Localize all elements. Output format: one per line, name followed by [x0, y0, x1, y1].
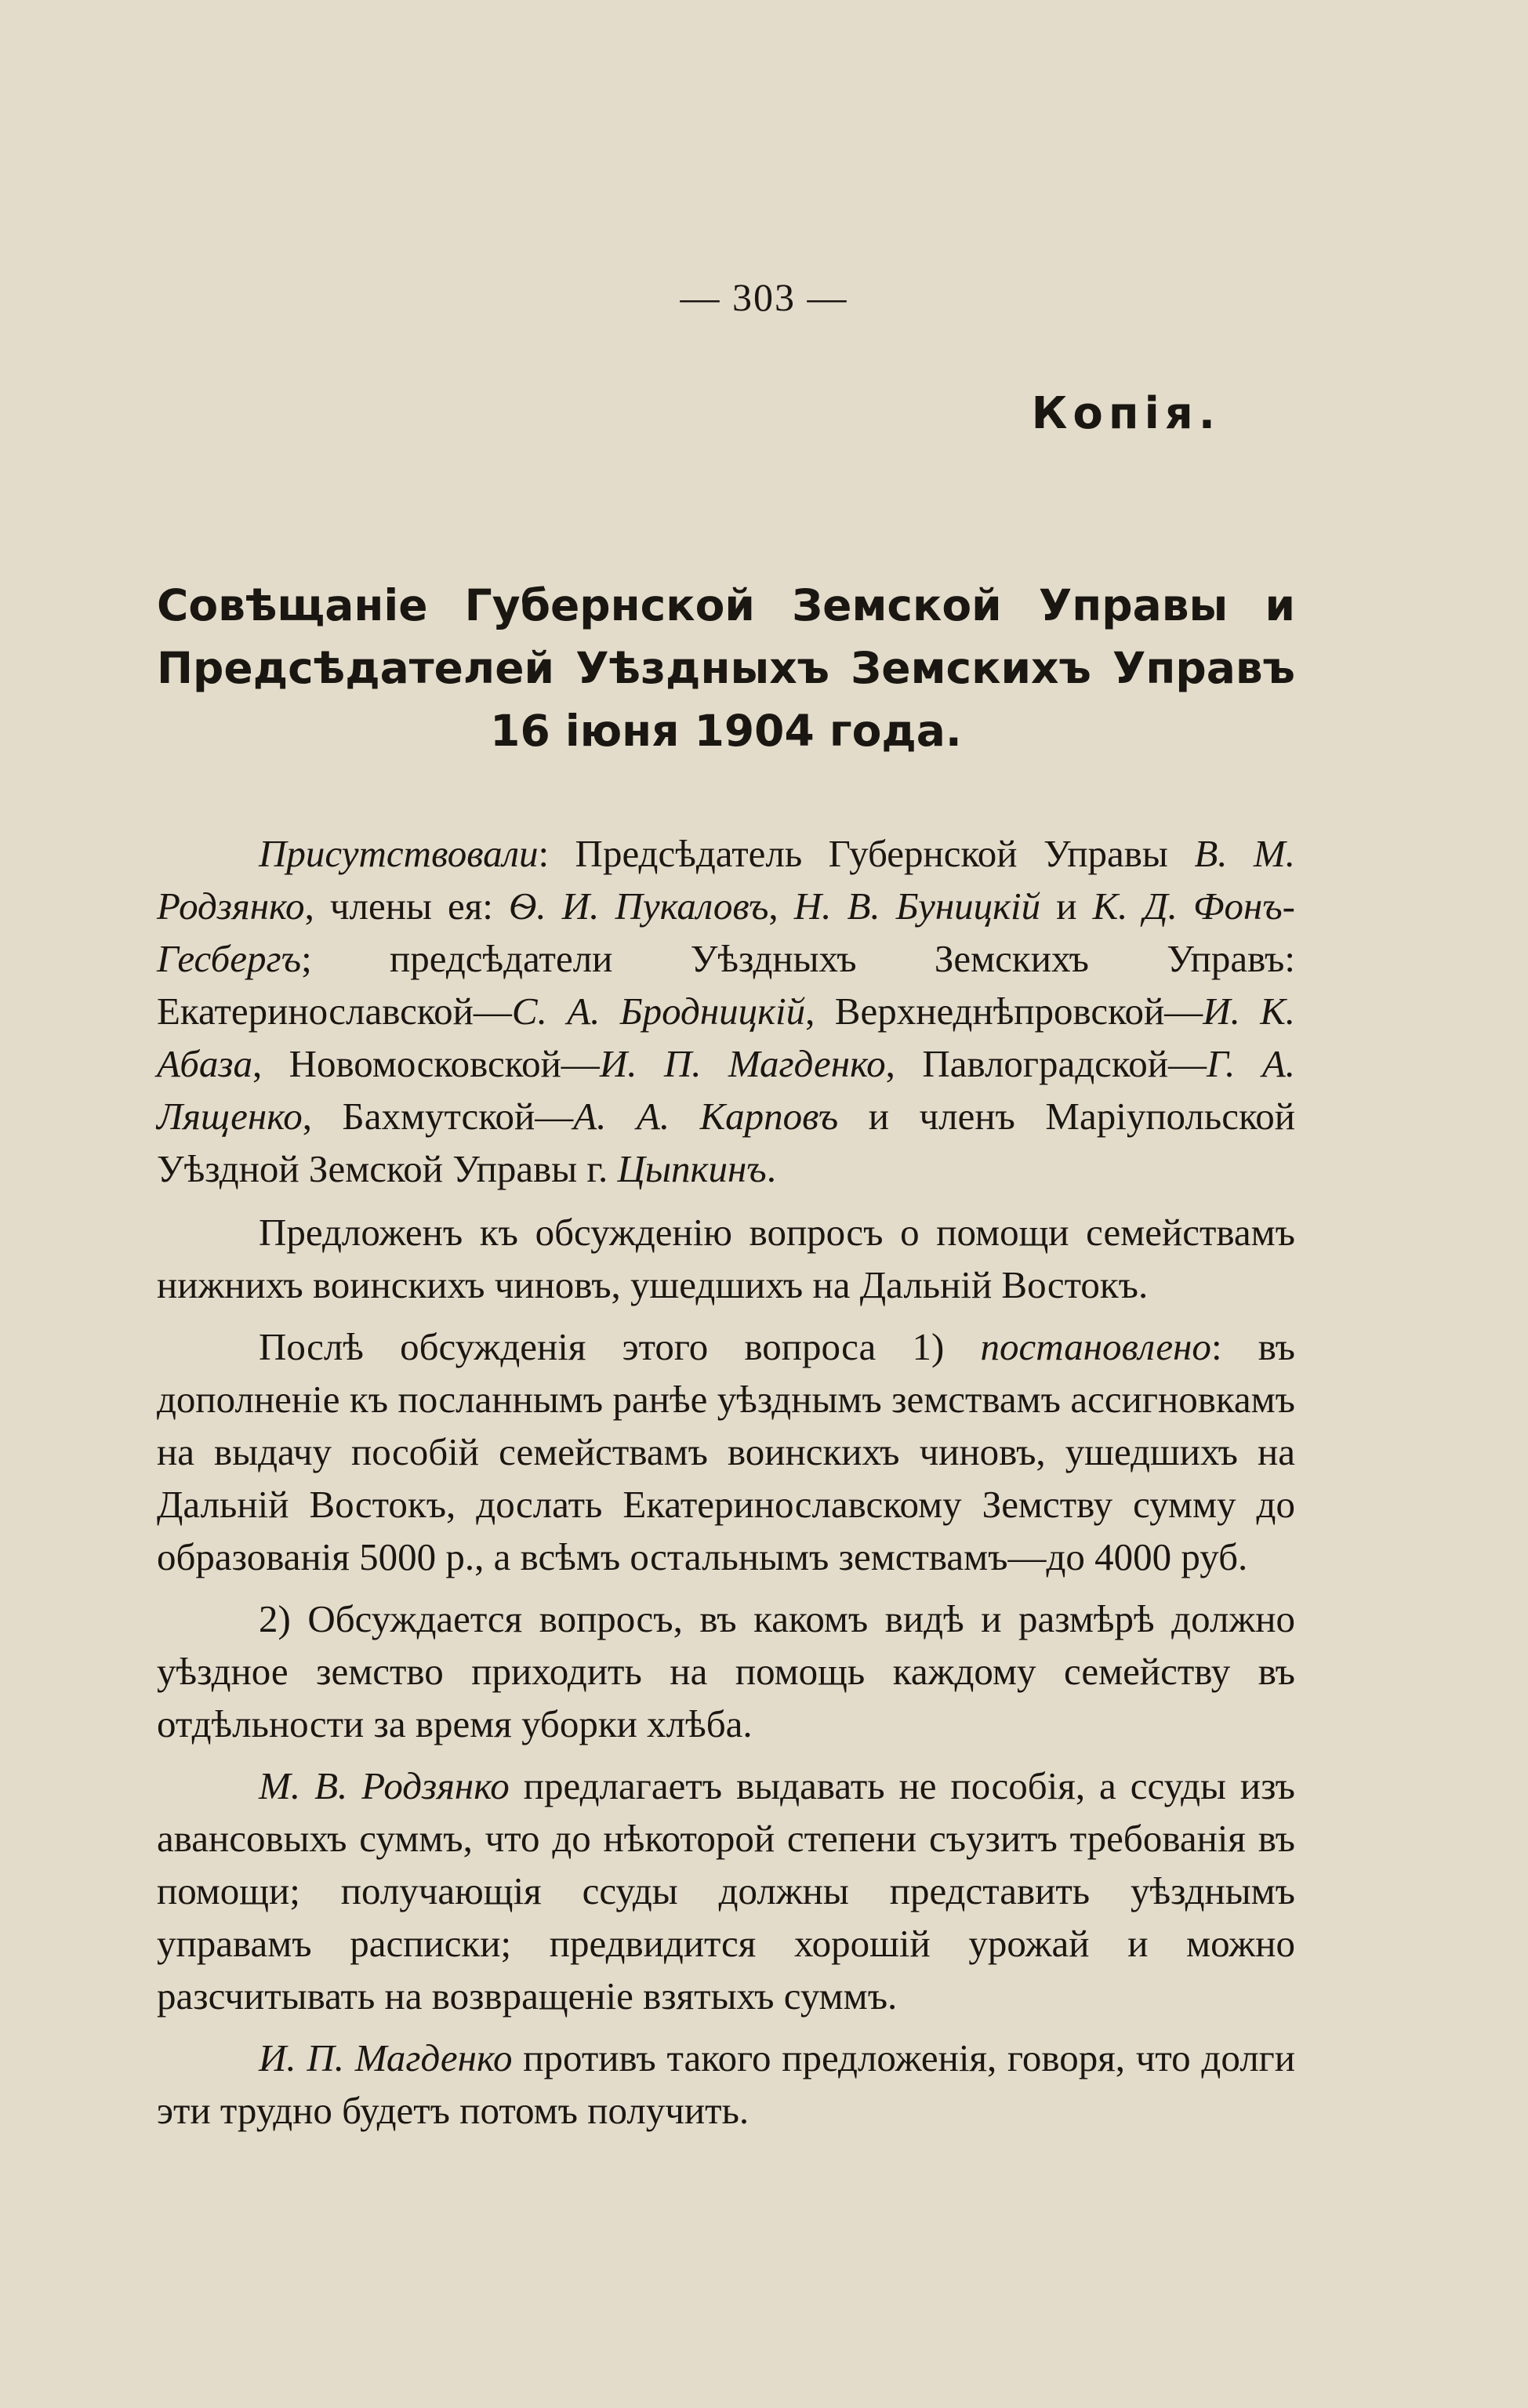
- paragraph-magdenko-objection: [157, 2032, 1295, 2137]
- person-name: И. П. Магденко: [599, 1042, 886, 1085]
- person-name: В. М. Родзянко: [157, 832, 1296, 928]
- text-run: , Верхнеднѣпровской—: [805, 990, 1203, 1033]
- copy-label: Копія.: [1031, 388, 1221, 439]
- text-run: : Предсѣдатель Губернской Управы: [538, 832, 1195, 875]
- page-number: — 303 —: [680, 275, 848, 319]
- person-name: Г. А. Лященко: [157, 1042, 1296, 1138]
- paragraph-attendees: [157, 827, 1295, 1195]
- text-run: , Новомосковской—: [252, 1042, 600, 1085]
- document-title: Совѣщаніе Губернской Земской Управы и Предсѣдателей Уѣздныхъ Земскихъ Управъ 16 іюня 1904 года.: [157, 580, 1295, 756]
- text-run: Послѣ обсужденія этого вопроса 1): [259, 1325, 981, 1368]
- text-run: противъ такого предложенія, говоря, что долги эти трудно будетъ потомъ получить.: [157, 2036, 1295, 2132]
- document-body: [157, 827, 1295, 2146]
- text-run: ,: [768, 884, 794, 928]
- text-run: , Павлоградской—: [885, 1042, 1207, 1085]
- resolved-term: постановлено: [980, 1325, 1211, 1368]
- paragraph-rodzyanko-proposal: [157, 1760, 1295, 2022]
- paragraph-resolution-1: [157, 1320, 1295, 1583]
- person-name: Н. В. Буницкій: [793, 884, 1041, 928]
- attendees-lead: Присутствовали: [259, 832, 539, 875]
- text-run: предлагаетъ выдавать не пособія, а ссуды изъ авансовыхъ суммъ, что до нѣкоторой степени съузитъ требованія въ помощи; получающія ссуды должны представить уѣзднымъ управамъ расписки; предвидится хорошій урожай и можно разсчитывать на возвращеніе взятыхъ суммъ.: [157, 1764, 1295, 2018]
- person-name: И. К. Абаза: [157, 990, 1295, 1085]
- text-run: : въ дополненіе къ посланнымъ ранѣе уѣзднымъ земствамъ ассигновкамъ на выдачу пособій семействамъ воинскихъ чиновъ, ушедшихъ на Дальній Востокъ, дослать Екатеринославскому Земству сумму до образованія 5000 р., а всѣмъ остальнымъ земствамъ—до 4000 руб.: [157, 1325, 1295, 1578]
- text-run: и членъ Маріупольской Уѣздной Земской Управы г.: [157, 1095, 1295, 1190]
- text-run: , члены ея:: [304, 884, 510, 928]
- person-name: С. А. Бродницкій: [511, 990, 806, 1033]
- text-run: и: [1040, 884, 1093, 928]
- paragraph-question: Предложенъ къ обсужденію вопросъ о помощи семействамъ нижнихъ воинскихъ чиновъ, ушедшихъ на Дальній Востокъ.: [157, 1211, 1295, 1306]
- person-name: А. А. Карповъ: [573, 1095, 839, 1138]
- person-name: И. П. Магденко: [259, 2036, 513, 2079]
- text-run: .: [766, 1147, 776, 1190]
- person-name: Цыпкинъ: [617, 1147, 767, 1190]
- person-name: М. В. Родзянко: [259, 1764, 510, 1807]
- person-name: К. Д. Фонъ-Гесбергъ: [157, 884, 1295, 980]
- person-name: Ѳ. И. Пукаловъ: [509, 884, 769, 928]
- text-run: , Бахмутской—: [302, 1095, 574, 1138]
- text-run: ; предсѣдатели Уѣздныхъ Земскихъ Управъ: Екатеринославской—: [157, 937, 1295, 1033]
- paragraph-question-2: 2) Обсуждается вопросъ, въ какомъ видѣ и размѣрѣ должно уѣздное земство приходить на помощь каждому семейству въ отдѣльности за время уборки хлѣба.: [157, 1597, 1295, 1745]
